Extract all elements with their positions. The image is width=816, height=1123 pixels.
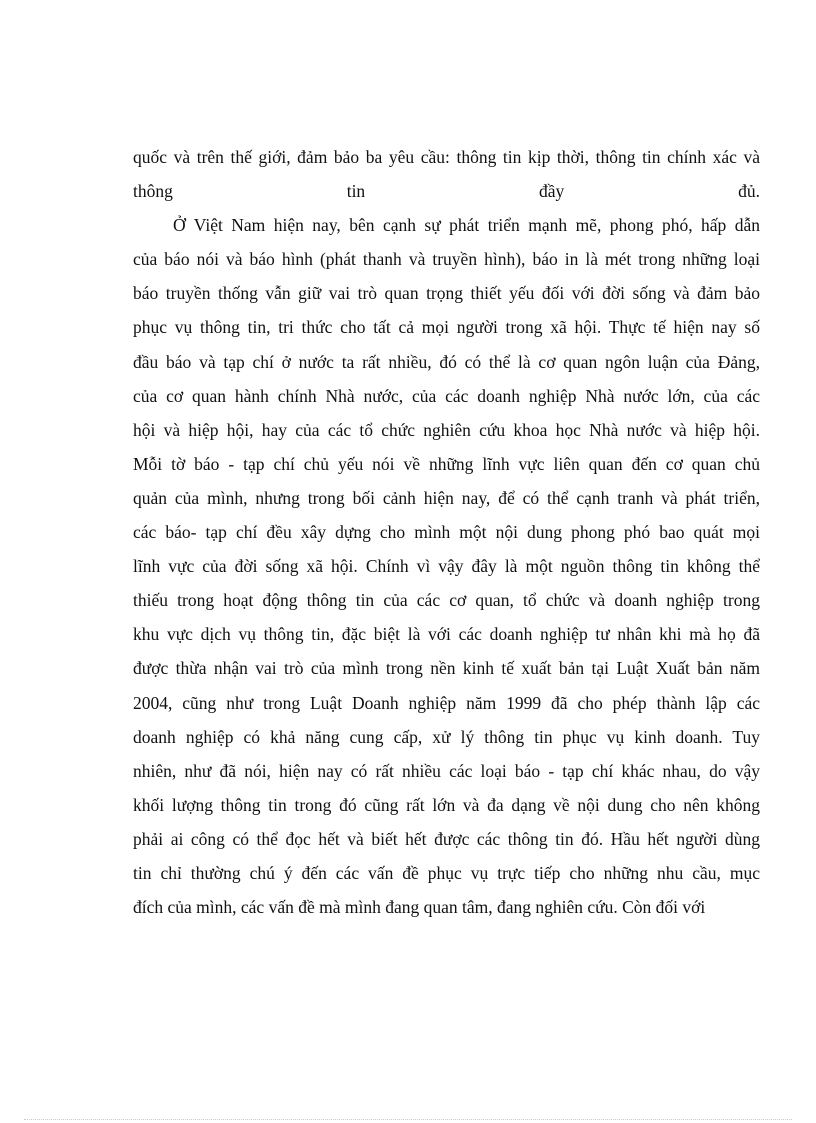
text-line: 2004, cũng như trong Luật Doanh nghiệp năm 1999 đã cho phép thành lập các — [133, 692, 760, 713]
text-line: Mỗi tờ báo - tạp chí chủ yếu nói về những lĩnh vực liên quan đến cơ quan chủ — [133, 453, 760, 474]
word: thông — [133, 181, 173, 202]
text-line: tin chỉ thường chú ý đến các vấn đề phục vụ trực tiếp cho những nhu cầu, mục — [133, 862, 760, 883]
text-line: khu vực dịch vụ thông tin, đặc biệt là với các doanh nghiệp tư nhân khi mà họ đã — [133, 624, 760, 645]
text-line: khối lượng thông tin trong đó cũng rất lớn và đa dạng về nội dung cho nên không — [133, 794, 760, 815]
body-text — [133, 140, 760, 924]
text-line: doanh nghiệp có khả năng cung cấp, xử lý thông tin phục vụ kinh doanh. Tuy — [133, 726, 760, 747]
text-line: hội và hiệp hội, hay của các tổ chức nghiên cứu khoa học Nhà nước và hiệp hội. — [133, 419, 760, 440]
text-line: các báo- tạp chí đều xây dựng cho mình một nội dung phong phó bao quát mọi — [133, 522, 760, 543]
text-line-spread — [133, 174, 760, 208]
text-line: báo truyền thống vẫn giữ vai trò quan trọng thiết yếu đối với đời sống và đảm bảo — [133, 283, 760, 304]
text-line: được thừa nhận vai trò của mình trong nền kinh tế xuất bản tại Luật Xuất bản năm — [133, 658, 760, 679]
text-line: thiếu trong hoạt động thông tin của các cơ quan, tổ chức và doanh nghiệp trong — [133, 590, 760, 611]
word: đầy — [539, 181, 565, 202]
paragraph-first-line: Ở Việt Nam hiện nay, bên cạnh sự phát triển mạnh mẽ, phong phó, hấp dẫn — [173, 215, 760, 236]
text-line: phải ai công có thể đọc hết và biết hết được các thông tin đó. Hầu hết người dùng — [133, 828, 760, 849]
text-line: của báo nói và báo hình (phát thanh và truyền hình), báo in là mét trong những loại — [133, 249, 760, 270]
text-line: quốc và trên thế giới, đảm bảo ba yêu cầu: thông tin kịp thời, thông tin chính xác và — [133, 147, 760, 167]
word: đủ. — [738, 181, 760, 202]
text-line: phục vụ thông tin, tri thức cho tất cả mọi người trong xã hội. Thực tế hiện nay số — [133, 317, 760, 338]
text-line: quản của mình, nhưng trong bối cảnh hiện nay, để có thể cạnh tranh và phát triển, — [133, 487, 760, 508]
text-line: nhiên, như đã nói, hiện nay có rất nhiều các loại báo - tạp chí khác nhau, do vậy — [133, 760, 760, 781]
page-bottom-divider — [24, 1119, 792, 1120]
text-line: đầu báo và tạp chí ở nước ta rất nhiều, đó có thể là cơ quan ngôn luận của Đảng, — [133, 351, 760, 372]
text-line: lĩnh vực của đời sống xã hội. Chính vì vậy đây là một nguồn thông tin không thể — [133, 556, 760, 577]
text-line-last: đích của mình, các vấn đề mà mình đang quan tâm, đang nghiên cứu. Còn đối với — [133, 897, 706, 918]
word: tin — [346, 181, 366, 202]
text-line: của cơ quan hành chính Nhà nước, của các doanh nghiệp Nhà nước lớn, của các — [133, 385, 760, 406]
